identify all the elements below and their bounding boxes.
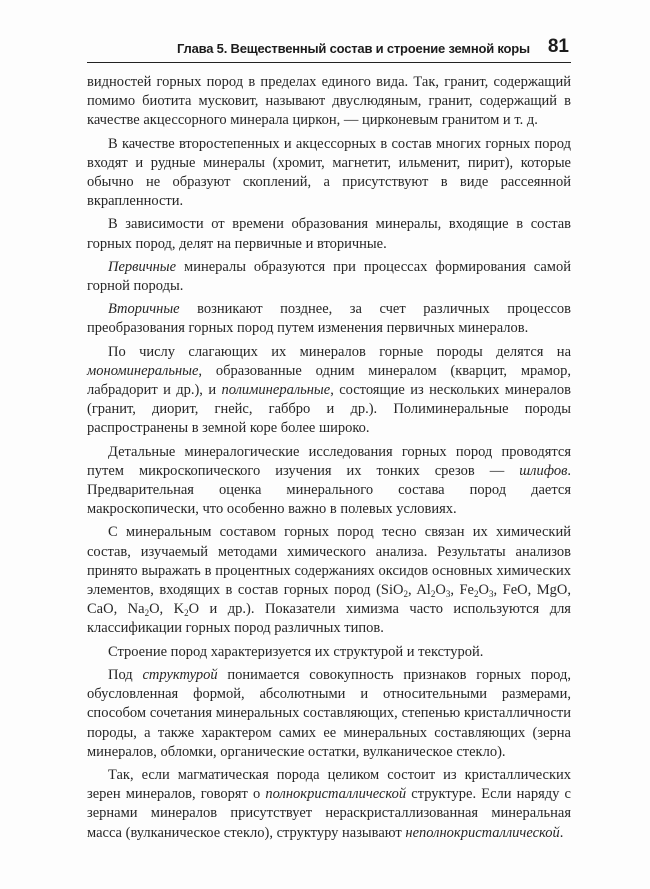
paragraph: [87, 73, 571, 131]
text-run: , Fe: [450, 582, 474, 599]
subscript: 3: [445, 589, 451, 600]
text-run: , состоящие из нескольких минералов (гранит, диорит, гнейс, габбро и др.). Полиминеральные породы распространены в земной коре более широко.: [87, 382, 571, 437]
text-run: видностей горных пород в пределах единого вида. Так, гранит, содержащий помимо биотита мусковит, называют двуслюдяным, гранит, содержащий в качестве акцессорного минерала циркон, — цирконевым гранитом и т. д.: [87, 74, 571, 129]
subscript: 2: [430, 589, 436, 600]
subscript: 2: [144, 608, 150, 619]
paragraph: [87, 443, 571, 520]
text-run: Детальные минералогические исследования горных пород проводятся путем микроскопического изучения их тонких срезов —: [87, 443, 571, 479]
subscript: 2: [473, 589, 479, 600]
italic-term: мономинеральные: [87, 362, 199, 379]
text-run: возникают позднее, за счет различных процессов преобразования горных пород путем изменения первичных минералов.: [87, 301, 571, 337]
subscript: 2: [184, 608, 189, 619]
paragraph: [87, 258, 571, 296]
chapter-title: Глава 5. Вещественный состав и строение земной коры: [177, 41, 530, 56]
text-run: структуре. Если наряду с зернами минералов присутствует нераскристаллизованная минеральная масса (вулканическое стекло), структуру называют: [87, 786, 571, 841]
text-run: O, K: [149, 601, 185, 618]
text-run: O: [478, 582, 489, 599]
paragraph: [87, 523, 571, 638]
paragraph: [87, 766, 571, 843]
text-run: . Предварительная оценка минерального состава пород дается макроскопически, что особенно важно в полевых условиях.: [87, 462, 571, 518]
body-text: [87, 73, 571, 847]
paragraph: [87, 343, 571, 439]
paragraph: [87, 135, 571, 212]
text-run: Так, если магматическая порода целиком состоит из кристаллических зерен минералов, говорят о: [87, 766, 571, 803]
paragraph: [87, 215, 571, 253]
text-run: Строение пород характеризуется их структурой и текстурой.: [108, 643, 484, 660]
text-run: С минеральным составом горных пород тесно связан их химический состав, изучаемый методами химического анализа. Результаты анализов принято выражать в процентных содержаниях оксидов основных химических элементов, входящих в состав горных пород (SiO: [87, 524, 571, 599]
italic-term: Вторичные: [108, 301, 180, 318]
paragraph: [87, 643, 571, 662]
paragraph: [87, 300, 571, 338]
page-number: 81: [547, 36, 569, 57]
text-run: O: [435, 582, 446, 599]
italic-term: неполнокристаллической: [405, 824, 560, 841]
running-header: [87, 36, 571, 63]
text-run: , образованные одним минералом (кварцит, мрамор, лабрадорит и др.), и: [87, 362, 571, 399]
italic-term: полнокристаллической: [265, 786, 407, 803]
paragraph: [87, 666, 571, 762]
text-run: Под: [108, 666, 143, 683]
italic-term: шлифов: [519, 462, 568, 479]
text-run: , Al: [407, 582, 431, 599]
subscript: 2: [403, 589, 408, 600]
text-run: минералы образуются при процессах формирования самой горной породы.: [87, 258, 571, 295]
text-run: , FeO, MgO, CaO, Na: [87, 582, 571, 618]
text-run: O и др.). Показатели химизма часто используются для классификации горных пород различных типов.: [87, 601, 571, 637]
text-run: В качестве второстепенных и акцессорных в состав многих горных пород входят и рудные минералы (хромит, магнетит, ильменит, пирит), которые обычно не образуют скоплений, а присутствуют в виде рассеянной вкрапленности.: [87, 135, 571, 210]
italic-term: Первичные: [108, 258, 177, 275]
subscript: 3: [488, 589, 494, 600]
italic-term: полиминеральные: [221, 382, 331, 399]
text-run: В зависимости от времени образования минералы, входящие в состав горных пород, делят на первичные и вторичные.: [87, 216, 571, 252]
italic-term: структурой: [142, 666, 218, 683]
text-run: По числу слагающих их минералов горные породы делятся на: [108, 343, 571, 360]
text-run: понимается совокупность признаков горных пород, обусловленная формой, абсолютными и относительными размерами, способом сочетания минеральных составляющих, степенью кристалличности породы, а также характером самих ее минеральных составляющих (зерна минералов, обломки, органические остатки, вулканическое стекло).: [87, 666, 571, 760]
text-run: .: [559, 824, 564, 841]
